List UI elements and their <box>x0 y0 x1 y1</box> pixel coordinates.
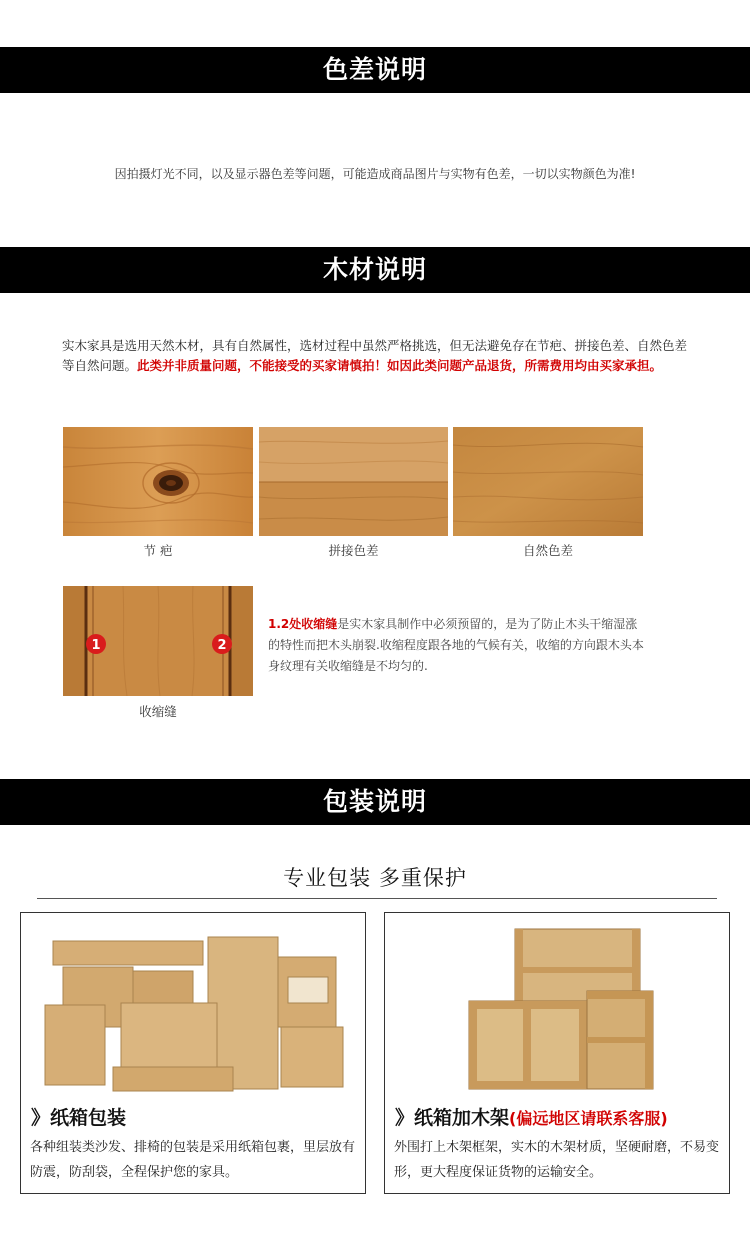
wood-section-title: 木材说明 <box>0 247 750 293</box>
wood-natural-caption: 自然色差 <box>522 543 573 558</box>
carton-pack-title <box>31 1103 126 1130</box>
shrink-marker-2-label: 2 <box>217 638 227 653</box>
shrink-lead: 1.2处收缩缝 <box>268 617 338 631</box>
carton-boxes-image <box>33 927 353 1097</box>
wood-splice-caption: 拼接色差 <box>328 543 379 558</box>
wood-knot-image <box>63 427 253 536</box>
shrink-gap-image <box>63 586 253 696</box>
shrink-marker-1-label: 1 <box>91 638 101 653</box>
pack-section-title: 包装说明 <box>0 779 750 825</box>
pack-subtitle: 专业包装 多重保护 <box>283 866 467 890</box>
crate-title-note: (偏远地区请联系客服) <box>509 1109 668 1128</box>
wood-desc-normal: 实木家具是选用天然木材，具有自然属性，选材过程中虽然严格挑选，但无法避免存在节疤、拼接色差、自然色差等自然问题。 <box>62 338 688 373</box>
shrink-text: 是实木家具制作中必须预留的，是为了防止木头干缩湿涨的特性而把木头崩裂.收缩程度跟各地的气候有关，收缩的方向跟木头本身纹理有关收缩缝是不均匀的. <box>268 617 644 673</box>
wood-desc-warning: 此类并非质量问题，不能接受的买家请慎拍！如因此类问题产品退货，所需费用均由买家承担。 <box>137 358 663 373</box>
shrink-gap-description <box>268 614 648 677</box>
color-section-title: 色差说明 <box>0 47 750 93</box>
pack-divider <box>37 898 717 899</box>
carton-pack-card <box>20 912 366 1194</box>
crate-title-text: 》纸箱加木架 <box>395 1107 510 1129</box>
wood-description <box>62 336 692 376</box>
wood-natural-image <box>453 427 643 536</box>
wood-knot-caption: 节 疤 <box>143 543 173 558</box>
crate-pack-title <box>395 1103 668 1130</box>
wood-splice-image <box>259 427 448 536</box>
crate-pack-desc: 外围打上木架框架，实木的木架材质，坚硬耐磨，不易变形，更大程度保证货物的运输安全。 <box>394 1140 720 1180</box>
crate-pack-card <box>384 912 730 1194</box>
color-note: 因拍摄灯光不同，以及显示器色差等问题，可能造成商品图片与实物有色差，一切以实物颜色为准! <box>114 167 636 181</box>
carton-title-text: 》纸箱包装 <box>31 1107 127 1129</box>
shrink-gap-caption: 收缩缝 <box>139 704 177 719</box>
carton-pack-desc: 各种组装类沙发、排椅的包装是采用纸箱包裹，里层放有防震，防刮袋，全程保护您的家具。 <box>30 1140 356 1180</box>
wood-crate-image <box>397 927 717 1097</box>
